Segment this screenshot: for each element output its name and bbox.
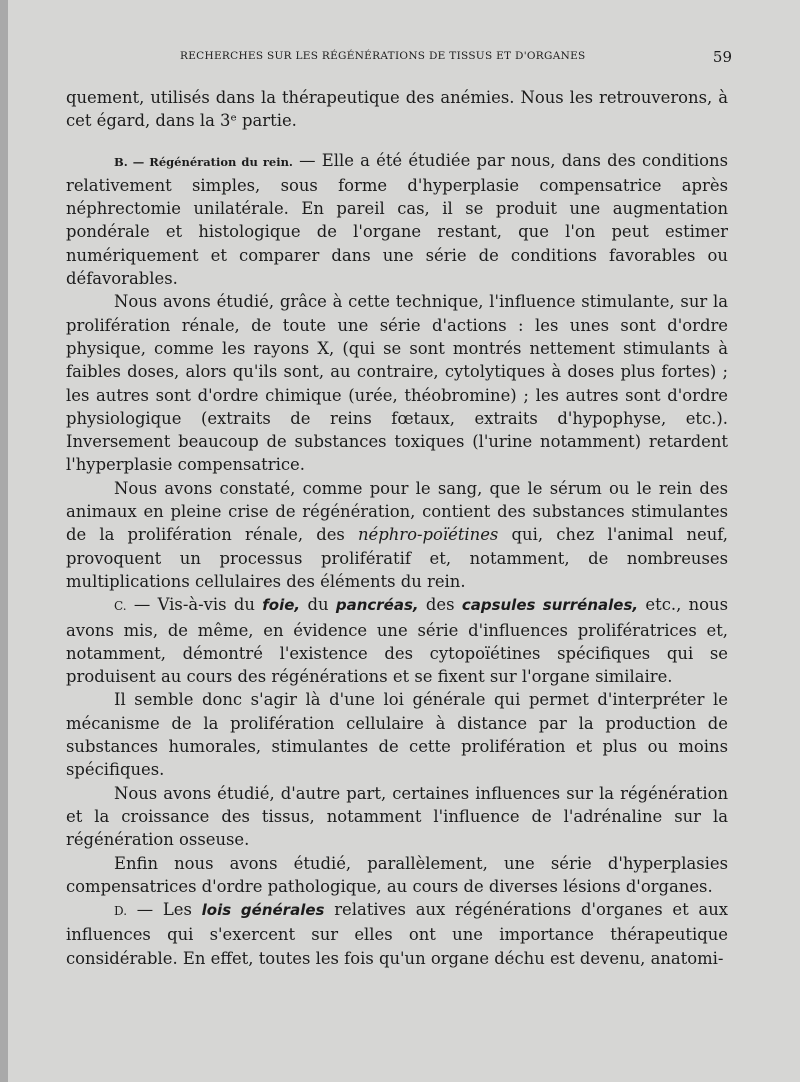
paragraph-section-d <box>66 898 728 970</box>
page-number: 59 <box>712 48 732 66</box>
paragraph-general-law: Il semble donc s'agir là d'une loi générale qui permet d'interpréter le mécanisme de la prolifération cellulaire à distance par la production de substances humorales, stimulantes de cette prolifération et plus ou moins spécifiques. <box>66 690 728 780</box>
body-text <box>66 86 728 970</box>
term-foie: foie, <box>262 596 301 615</box>
text-span: du <box>300 595 336 615</box>
paragraph-hyperplasies: Enfin nous avons étudié, parallèlement, une série d'hyperplasies compensatrices d'ordre pathologique, au cours de diverses lésions d'organes. <box>66 853 728 896</box>
section-d-label: D. <box>114 904 128 919</box>
paragraph-section-b <box>66 149 728 291</box>
book-page <box>8 0 800 1082</box>
text-span: etc., nous avons mis, de même, en évidence une série d'influences prolifératrices et, notamment, démontré l'existence des cytopoïétines spécifiques qui se produisent au cours des régénérations et se fixent sur l'organe similaire. <box>66 595 729 687</box>
term-lois-generales: lois générales <box>201 901 325 920</box>
text-span: qui, chez l'animal neuf, provoquent un processus prolifératif et, notamment, de nombreuses multiplications cellulaires des éléments du rein. <box>66 525 728 591</box>
running-head: RECHERCHES SUR LES RÉGÉNÉRATIONS DE TISSUS ET D'ORGANES <box>180 50 586 62</box>
section-c-label: C. <box>114 599 127 614</box>
text-span: des <box>418 595 462 615</box>
paragraph-stimulation: Nous avons étudié, grâce à cette technique, l'influence stimulante, sur la prolifération rénale, de toute une série d'actions : les unes sont d'ordre physique, comme les rayons X, (qui se sont montrés nettement stimulants à faibles doses, alors qu'ils sont, au contraire, cytolytiques à doses plus fortes) ; les autres sont d'ordre chimique (urée, théobromine) ; les autres sont d'ordre physiologique (extraits de reins fœtaux, extraits d'hypophyse, etc.). Inversement beaucoup de substances toxiques (l'urine notamment) retardent l'hyperplasie compensatrice. <box>66 292 728 475</box>
paragraph-continued: quement, utilisés dans la thérapeutique des anémies. Nous les retrouverons, à cet égard, dans la 3ᵉ partie. <box>66 88 728 131</box>
section-b-heading: B. — Régénération du rein. <box>114 154 293 169</box>
text-span: — Vis-à-vis du <box>126 595 263 615</box>
paragraph-adrenaline: Nous avons étudié, d'autre part, certaines influences sur la régénération et la croissance des tissus, notamment l'influence de l'adrénaline sur la régénération osseuse. <box>66 783 728 850</box>
text-span: — Les <box>127 900 202 920</box>
term-capsules: capsules surrénales, <box>461 596 639 615</box>
term-pancreas: pancréas, <box>335 596 419 615</box>
text-span: relatives aux régénérations d'organes et aux influences qui s'exercent sur elles ont une importance thérapeutique considérable. En effet, toutes les fois qu'un organe déchu est devenu, anatomi- <box>66 900 728 968</box>
text-span: Nous avons constaté, comme pour le sang, que le sérum ou le rein des animaux en pleine crise de régénération, contient des substances stimulantes de la prolifération rénale, des <box>66 478 728 545</box>
section-b-text: — Elle a été étudiée par nous, dans des conditions relativement simples, sous forme d'hyperplasie compensatrice après néphrectomie unilatérale. En pareil cas, il se produit une augmentation pondérale et histologique de l'organe restant, que l'on peut estimer numériquement et comparer dans une série de conditions favorables ou défavorables. <box>66 150 728 289</box>
page-header <box>72 50 732 70</box>
paragraph-nephropoietines <box>66 477 728 593</box>
nephropoietines-term: néphro-poïétines <box>358 525 499 545</box>
paragraph-section-c <box>66 593 728 688</box>
